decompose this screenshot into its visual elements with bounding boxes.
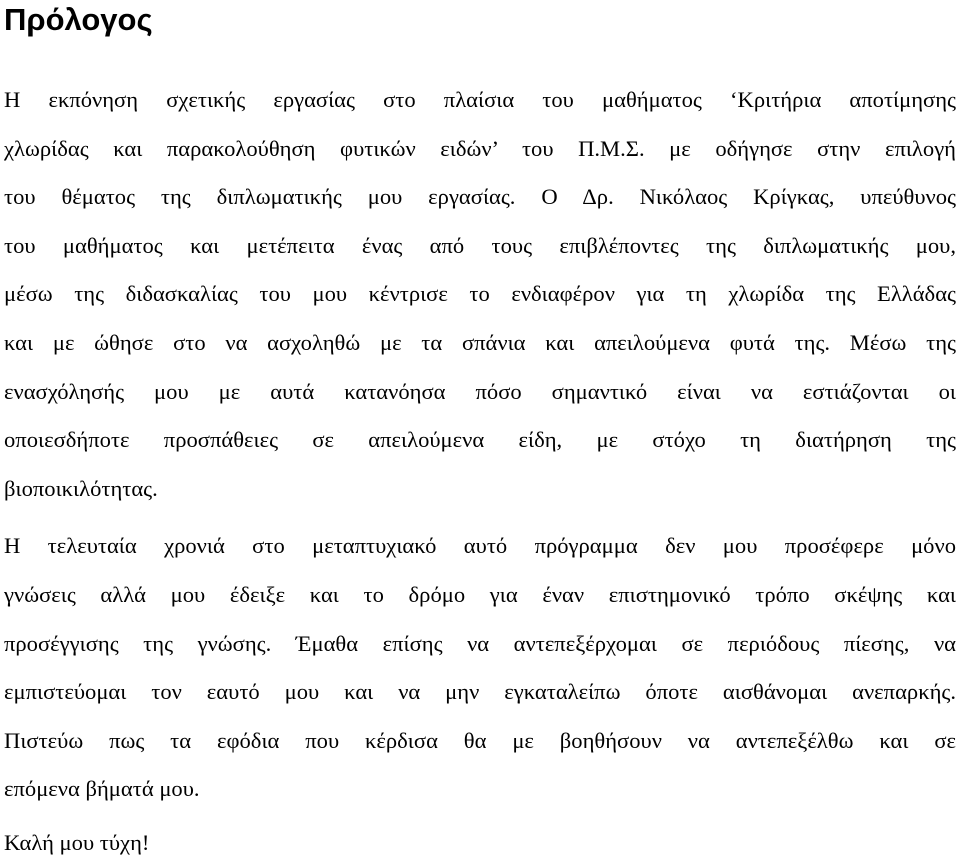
text-line: Η τελευταία χρονιά στο μεταπτυχιακό αυτό πρόγραμμα δεν μου προσέφερε μόνο xyxy=(4,533,956,559)
text-line: οποιεσδήποτε προσπάθειες σε απειλούμενα είδη, με στόχο τη διατήρηση της xyxy=(4,427,956,453)
text-line: επόμενα βήματά μου. xyxy=(4,776,200,802)
text-line: χλωρίδας και παρακολούθηση φυτικών ειδών’ του Π.Μ.Σ. με οδήγησε στην επιλογή xyxy=(4,135,956,161)
text-line: του μαθήματος και μετέπειτα ένας από τους επιβλέποντες της διπλωματικής μου, xyxy=(4,232,956,258)
paragraph-2 xyxy=(4,522,956,814)
text-line: του θέματος της διπλωματικής μου εργασίας. Ο Δρ. Νικόλαος Κρίγκας, υπεύθυνος xyxy=(4,184,956,210)
text-line: μέσω της διδασκαλίας του μου κέντρισε το ενδιαφέρον για τη χλωρίδα της Ελλάδας xyxy=(4,281,956,307)
text-line: Πιστεύω πως τα εφόδια που κέρδισα θα με βοηθήσουν να αντεπεξέλθω και σε xyxy=(4,727,956,753)
page-title: Πρόλογος xyxy=(4,2,153,37)
closing-line: Καλή μου τύχη! xyxy=(4,829,150,855)
text-line: και με ώθησε στο να ασχοληθώ με τα σπάνια και απειλούμενα φυτά της. Μέσω της xyxy=(4,329,956,355)
text-line: προσέγγισης της γνώσης. Έμαθα επίσης να αντεπεξέρχομαι σε περιόδους πίεσης, να xyxy=(4,630,956,656)
text-line: εμπιστεύομαι τον εαυτό μου και να μην εγκαταλείπω όποτε αισθάνομαι ανεπαρκής. xyxy=(4,679,956,705)
paragraph-1 xyxy=(4,76,956,513)
text-line: ενασχόλησής μου με αυτά κατανόησα πόσο σημαντικό είναι να εστιάζονται οι xyxy=(4,378,956,404)
text-line: Η εκπόνηση σχετικής εργασίας στο πλαίσια του μαθήματος ‘Κριτήρια αποτίμησης xyxy=(4,87,956,112)
text-line: βιοποικιλότητας. xyxy=(4,475,158,501)
document-page xyxy=(4,0,956,868)
text-line: γνώσεις αλλά μου έδειξε και το δρόμο για έναν επιστημονικό τρόπο σκέψης και xyxy=(4,581,956,607)
